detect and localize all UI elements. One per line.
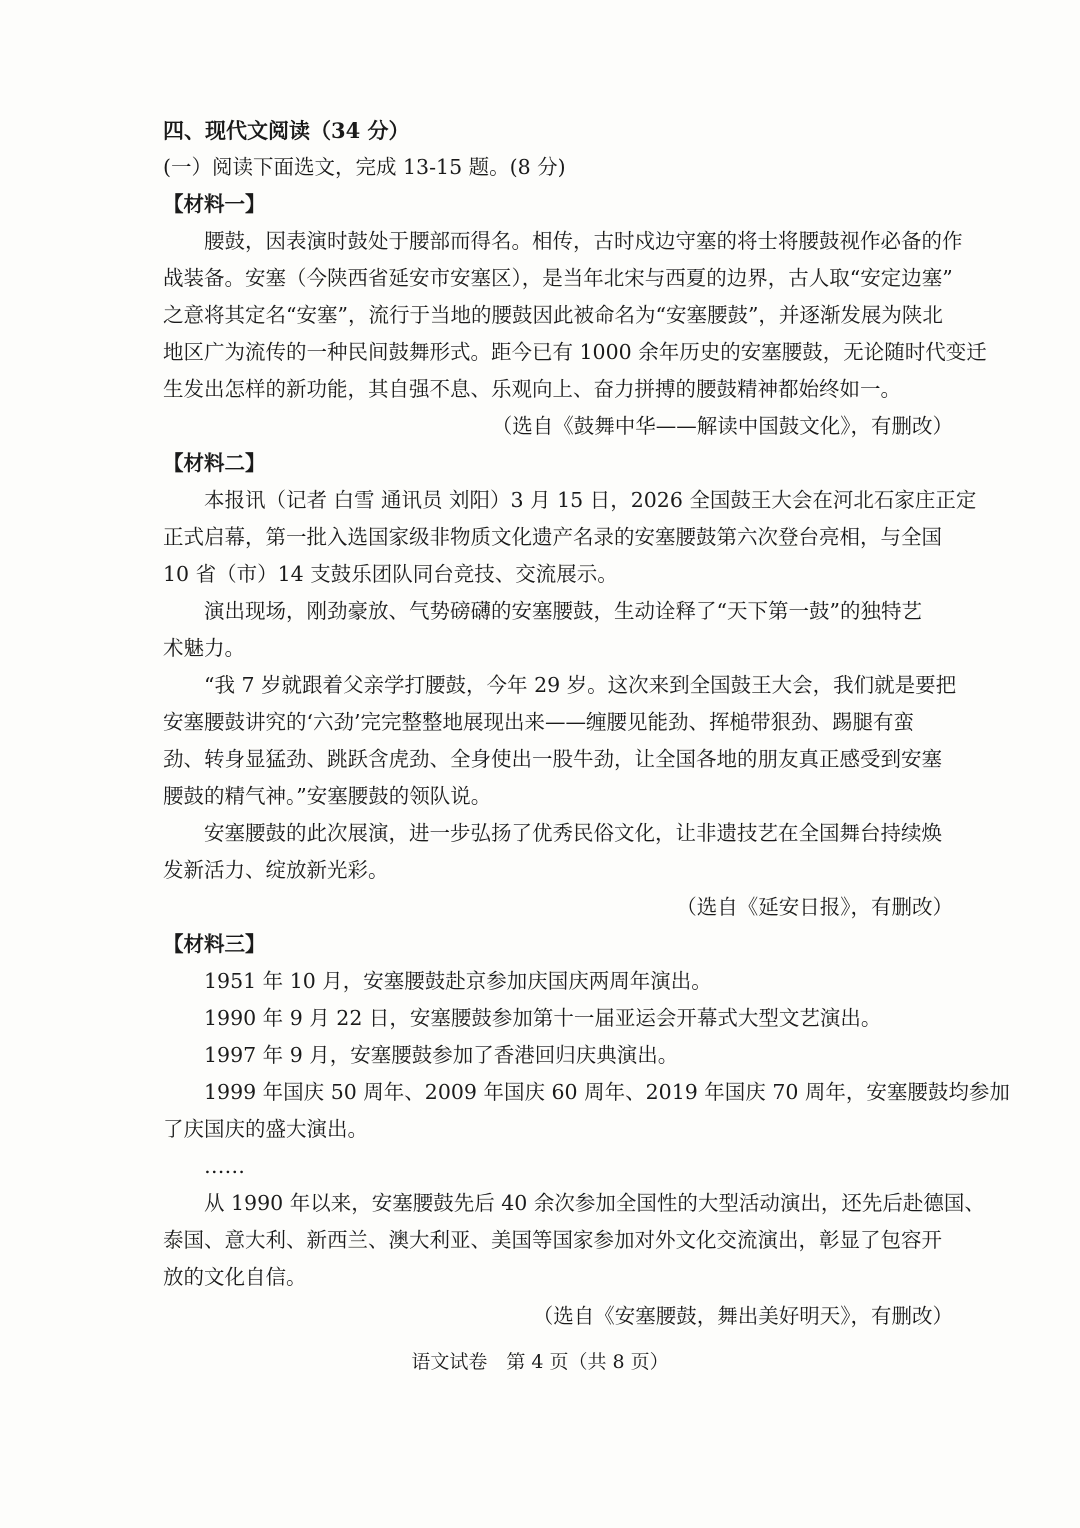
material1-line: 腰鼓，因表演时鼓处于腰部而得名。相传，古时戍边守塞的将士将腰鼓视作必备的作 — [204, 229, 963, 253]
material2-line: 术魅力。 — [163, 636, 245, 660]
section-title: 四、现代文阅读（34 分） — [163, 118, 410, 143]
material3-line: 了庆国庆的盛大演出。 — [163, 1117, 368, 1141]
material2-heading: 【材料二】 — [163, 451, 266, 475]
material3-line: 1999 年国庆 50 周年、2009 年国庆 60 周年、2019 年国庆 70 周年，安塞腰鼓均参加 — [204, 1080, 1010, 1104]
material3-item: 1990 年 9 月 22 日，安塞腰鼓参加第十一届亚运会开幕式大型文艺演出。 — [204, 1006, 882, 1030]
material2-line: 演出现场，刚劲豪放、气势磅礴的安塞腰鼓，生动诠释了“天下第一鼓”的独特艺 — [204, 599, 922, 623]
material1-heading: 【材料一】 — [163, 192, 266, 216]
material2-line: 腰鼓的精气神。”安塞腰鼓的领队说。 — [163, 784, 492, 808]
material2-line: “我 7 岁就跟着父亲学打腰鼓，今年 29 岁。这次来到全国鼓王大会，我们就是要把 — [204, 673, 957, 697]
material2-source: （选自《延安日报》，有删改） — [676, 895, 953, 919]
subsection-instruction: (一）阅读下面选文，完成 13-15 题。(8 分) — [163, 155, 566, 179]
material3-item: 1951 年 10 月，安塞腰鼓赴京参加庆国庆两周年演出。 — [204, 969, 712, 993]
material2-line: 安塞腰鼓的此次展演，进一步弘扬了优秀民俗文化，让非遗技艺在全国舞台持续焕 — [204, 821, 942, 845]
material1-line: 生发出怎样的新功能，其自强不息、乐观向上、奋力拼搏的腰鼓精神都始终如一。 — [163, 377, 901, 401]
page-footer: 语文试卷 第 4 页（共 8 页） — [411, 1351, 669, 1373]
material3-item: 1997 年 9 月，安塞腰鼓参加了香港回归庆典演出。 — [204, 1043, 679, 1067]
material2-line: 劲、转身显猛劲、跳跃含虎劲、全身使出一股牛劲，让全国各地的朋友真正感受到安塞 — [163, 747, 942, 771]
material2-line: 安塞腰鼓讲究的‘六劲’完完整整地展现出来——缠腰见能劲、挥槌带狠劲、踢腿有蛮 — [163, 710, 915, 734]
material2-line: 10 省（市）14 支鼓乐团队同台竞技、交流展示。 — [163, 562, 618, 586]
page-content — [163, 112, 1010, 1335]
material2-line: 发新活力、绽放新光彩。 — [163, 858, 389, 882]
material1-source: （选自《鼓舞中华——解读中国鼓文化》，有删改） — [491, 414, 953, 438]
material3-line: 从 1990 年以来，安塞腰鼓先后 40 余次参加全国性的大型活动演出，还先后赴德国、 — [204, 1191, 985, 1215]
material2-line: 本报讯（记者 白雪 通讯员 刘阳）3 月 15 日，2026 全国鼓王大会在河北石家庄正定 — [204, 488, 977, 512]
material1-line: 地区广为流传的一种民间鼓舞形式。距今已有 1000 余年历史的安塞腰鼓，无论随时代变迁 — [163, 340, 987, 364]
material1-line: 战装备。安塞（今陕西省延安市安塞区），是当年北宋与西夏的边界，古人取“安定边塞” — [163, 266, 953, 290]
material3-line: 放的文化自信。 — [163, 1265, 307, 1289]
material3-ellipsis: …… — [204, 1154, 245, 1178]
material1-line: 之意将其定名“安塞”，流行于当地的腰鼓因此被命名为“安塞腰鼓”，并逐渐发展为陕北 — [163, 303, 943, 327]
material3-source: （选自《安塞腰鼓，舞出美好明天》，有删改） — [532, 1304, 953, 1328]
material2-line: 正式启幕，第一批入选国家级非物质文化遗产名录的安塞腰鼓第六次登台亮相，与全国 — [163, 525, 942, 549]
material3-line: 泰国、意大利、新西兰、澳大利亚、美国等国家参加对外文化交流演出，彰显了包容开 — [163, 1228, 942, 1252]
material3-heading: 【材料三】 — [163, 932, 266, 956]
